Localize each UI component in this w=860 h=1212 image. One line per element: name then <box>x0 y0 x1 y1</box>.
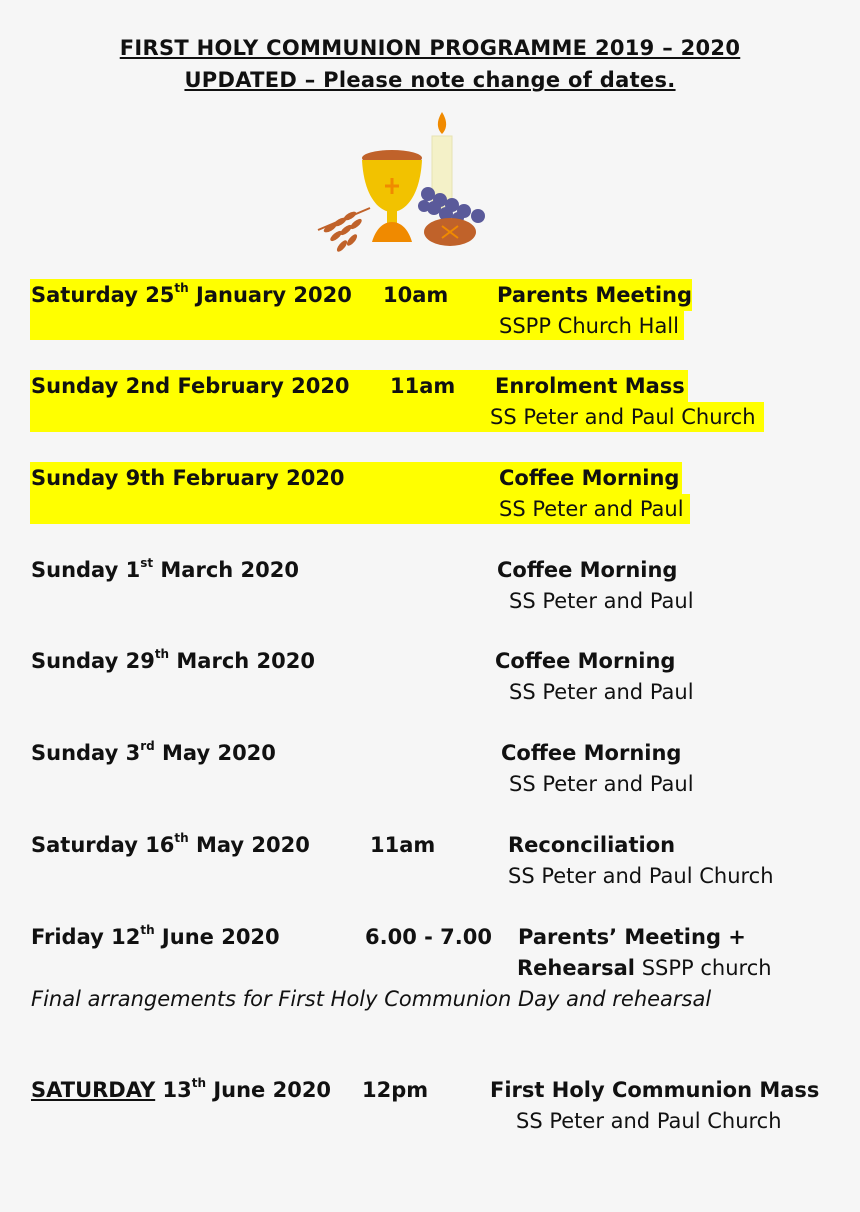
event-time: 10am <box>383 283 449 307</box>
chalice-icon <box>310 108 490 263</box>
event-time: 11am <box>390 374 456 398</box>
event-date: Sunday 2nd February 2020 <box>31 374 350 398</box>
event-date: Sunday 1st March 2020 <box>31 556 299 582</box>
event-date: SATURDAY 13th June 2020 <box>31 1076 332 1102</box>
event-date: Sunday 3rd May 2020 <box>31 739 276 765</box>
event-time: 11am <box>370 833 436 857</box>
page-title: FIRST HOLY COMMUNION PROGRAMME 2019 – 2020 <box>119 36 741 60</box>
event-date: Sunday 9th February 2020 <box>31 466 345 490</box>
event-venue: SS Peter and Paul Church <box>516 1109 782 1133</box>
event-venue: SS Peter and Paul <box>509 680 694 704</box>
event-title: Coffee Morning <box>497 558 678 582</box>
event-title: First Holy Communion Mass <box>490 1078 820 1102</box>
event-venue: SSPP Church Hall <box>499 314 679 338</box>
event-title: Parents Meeting <box>497 283 692 307</box>
event-title: Coffee Morning <box>499 466 680 490</box>
event-title-line2: Rehearsal SSPP church <box>517 956 772 980</box>
event-title: Parents’ Meeting + <box>518 925 746 949</box>
event-venue: SS Peter and Paul Church <box>508 864 774 888</box>
event-title: Coffee Morning <box>501 741 682 765</box>
event-date: Saturday 25th January 2020 <box>31 281 352 307</box>
event-date: Friday 12th June 2020 <box>31 923 280 949</box>
event-title: Coffee Morning <box>495 649 676 673</box>
event-time: 12pm <box>362 1078 429 1102</box>
event-note: Final arrangements for First Holy Communion Day and rehearsal <box>31 987 712 1011</box>
event-date: Sunday 29th March 2020 <box>31 647 315 673</box>
event-venue: SS Peter and Paul <box>509 589 694 613</box>
event-time: 6.00 - 7.00 <box>365 925 492 949</box>
page-subtitle: UPDATED – Please note change of dates. <box>184 68 676 92</box>
event-title: Reconciliation <box>508 833 676 857</box>
event-title: Enrolment Mass <box>495 374 685 398</box>
event-venue: SSPP church <box>641 956 772 980</box>
event-date: Saturday 16th May 2020 <box>31 831 310 857</box>
event-venue: SS Peter and Paul <box>499 497 684 521</box>
event-venue: SS Peter and Paul <box>509 772 694 796</box>
event-venue: SS Peter and Paul Church <box>490 405 756 429</box>
